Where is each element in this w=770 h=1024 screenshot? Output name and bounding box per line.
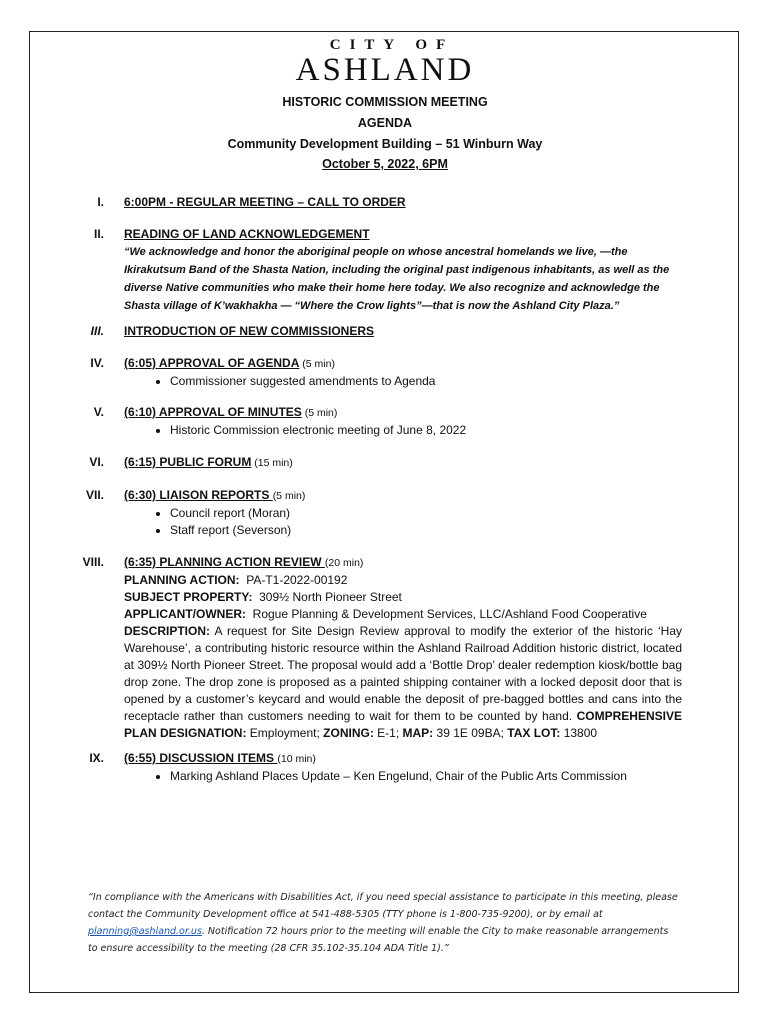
item-title: READING OF LAND ACKNOWLEDGEMENT [124,227,370,241]
agenda-title: AGENDA [357,116,413,130]
logo-city-of: CITY OF [329,37,455,53]
item-title: (6:35) PLANNING ACTION REVIEW [124,555,325,569]
item-duration: (5 min) [301,407,338,419]
item-title: INTRODUCTION OF NEW COMMISSIONERS [124,324,374,338]
item-number: VI. [89,455,104,469]
item-duration: (5 min) [272,490,306,502]
item-title: (6:55) DISCUSSION ITEMS [124,751,278,765]
zoning-label: ZONING: [323,726,374,740]
list-item: • Commissioner suggested amendments to Agenda [170,373,682,390]
map-value: 39 1E 09BA; [433,726,508,740]
item-number: II. [93,227,104,241]
description [124,623,682,742]
item-number: VII. [85,488,104,502]
item-number: IV. [90,356,104,370]
item-title: (6:10) APPROVAL OF MINUTES [124,405,302,419]
ada-notice-text: “In compliance with the Americans with Disabilities Act, if you need special assistance to participate in this meeting, please contact the Community Development office at 541-488-5305 (TTY phone is 1-800-735-9200), or by email at [88,892,678,920]
applicant-owner-value: Rogue Planning & Development Services, LLC/Ashland Food Cooperative [246,607,647,621]
item-title: (6:15) PUBLIC FORUM [124,455,252,469]
item-number: VIII. [82,555,104,569]
item-number: III. [90,324,104,338]
map-label: MAP: [402,726,434,740]
meeting-date: October 5, 2022, 6PM [322,157,448,171]
item-number: IX. [89,751,104,765]
meeting-title: HISTORIC COMMISSION MEETING [282,95,488,109]
subject-property-label: SUBJECT PROPERTY: [124,590,253,604]
zoning-value: E-1; [373,726,403,740]
city-logo [0,37,770,87]
item-number: I. [97,195,104,209]
item-duration: (5 min) [299,358,335,370]
comprehensive-plan-label: COMPREHENSIVE PLAN DESIGNATION: [124,709,682,740]
item-duration: (10 min) [277,753,316,765]
logo-ashland: ASHLAND [295,52,475,88]
item-title: (6:30) LIAISON REPORTS [124,488,273,502]
email-link[interactable]: planning@ashland.or.us [88,926,202,937]
applicant-owner-label: APPLICANT/OWNER: [124,607,246,621]
item-title: (6:05) APPROVAL OF AGENDA [124,356,300,370]
item-duration: (20 min) [324,557,364,569]
list-item: • Historic Commission electronic meeting of June 8, 2022 [170,422,682,439]
item-duration: (15 min) [251,457,293,469]
tax-lot-value: 13800 [560,726,598,740]
meeting-location: Community Development Building – 51 Winburn Way [227,137,543,151]
tax-lot-label: TAX LOT: [507,726,561,740]
description-label: DESCRIPTION: [124,624,211,638]
ada-notice-text-2: . Notification 72 hours prior to the meeting will enable the City to make reasonable arrangements to ensure accessibility to the meeting (28 CFR 35.102-35.104 ADA Title 1).” [88,926,669,954]
planning-action-label: PLANNING ACTION: [124,573,240,587]
comprehensive-plan-value: Employment; [246,726,324,740]
land-acknowledgement-text: “We acknowledge and honor the aboriginal people on whose ancestral homelands we live, —the Ikirakutsum Band of the Shasta Nation, including the original past indigenous inhabitants, as well as the diverse Native communities who make their home here today. We also recognize and acknowledge the Shasta village of K’wakhakha — “Where the Crow lights”—that is now the Ashland City Plaza.” [124,246,670,312]
list-item: • Staff report (Severson) [170,522,682,539]
item-number: V. [93,405,104,419]
item-title: 6:00PM - REGULAR MEETING – CALL TO ORDER [124,195,406,209]
ada-notice [88,889,678,957]
subject-property-value: 309½ North Pioneer Street [252,590,402,604]
list-item: • Marking Ashland Places Update – Ken Engelund, Chair of the Public Arts Commission [170,768,682,785]
list-item: • Council report (Moran) [170,505,682,522]
description-text: A request for Site Design Review approval to modify the exterior of the historic ‘Hay Warehouse’, a contributing historic resource within the Ashland Railroad Addition historic district, located at 309½ North Pioneer Street. The proposal would add a ‘Bottle Drop’ dealer redemption kiosk/bottle bag drop zone. The drop zone is proposed as a painted shipping container with a locked deposit door that is opened by a customer’s keycard and would enable the deposit of pre-bagged bottles and cans into the receptacle rather than customers needing to wait for them to be counted by hand. [124,624,682,723]
planning-action-value: PA-T1-2022-00192 [239,573,348,587]
